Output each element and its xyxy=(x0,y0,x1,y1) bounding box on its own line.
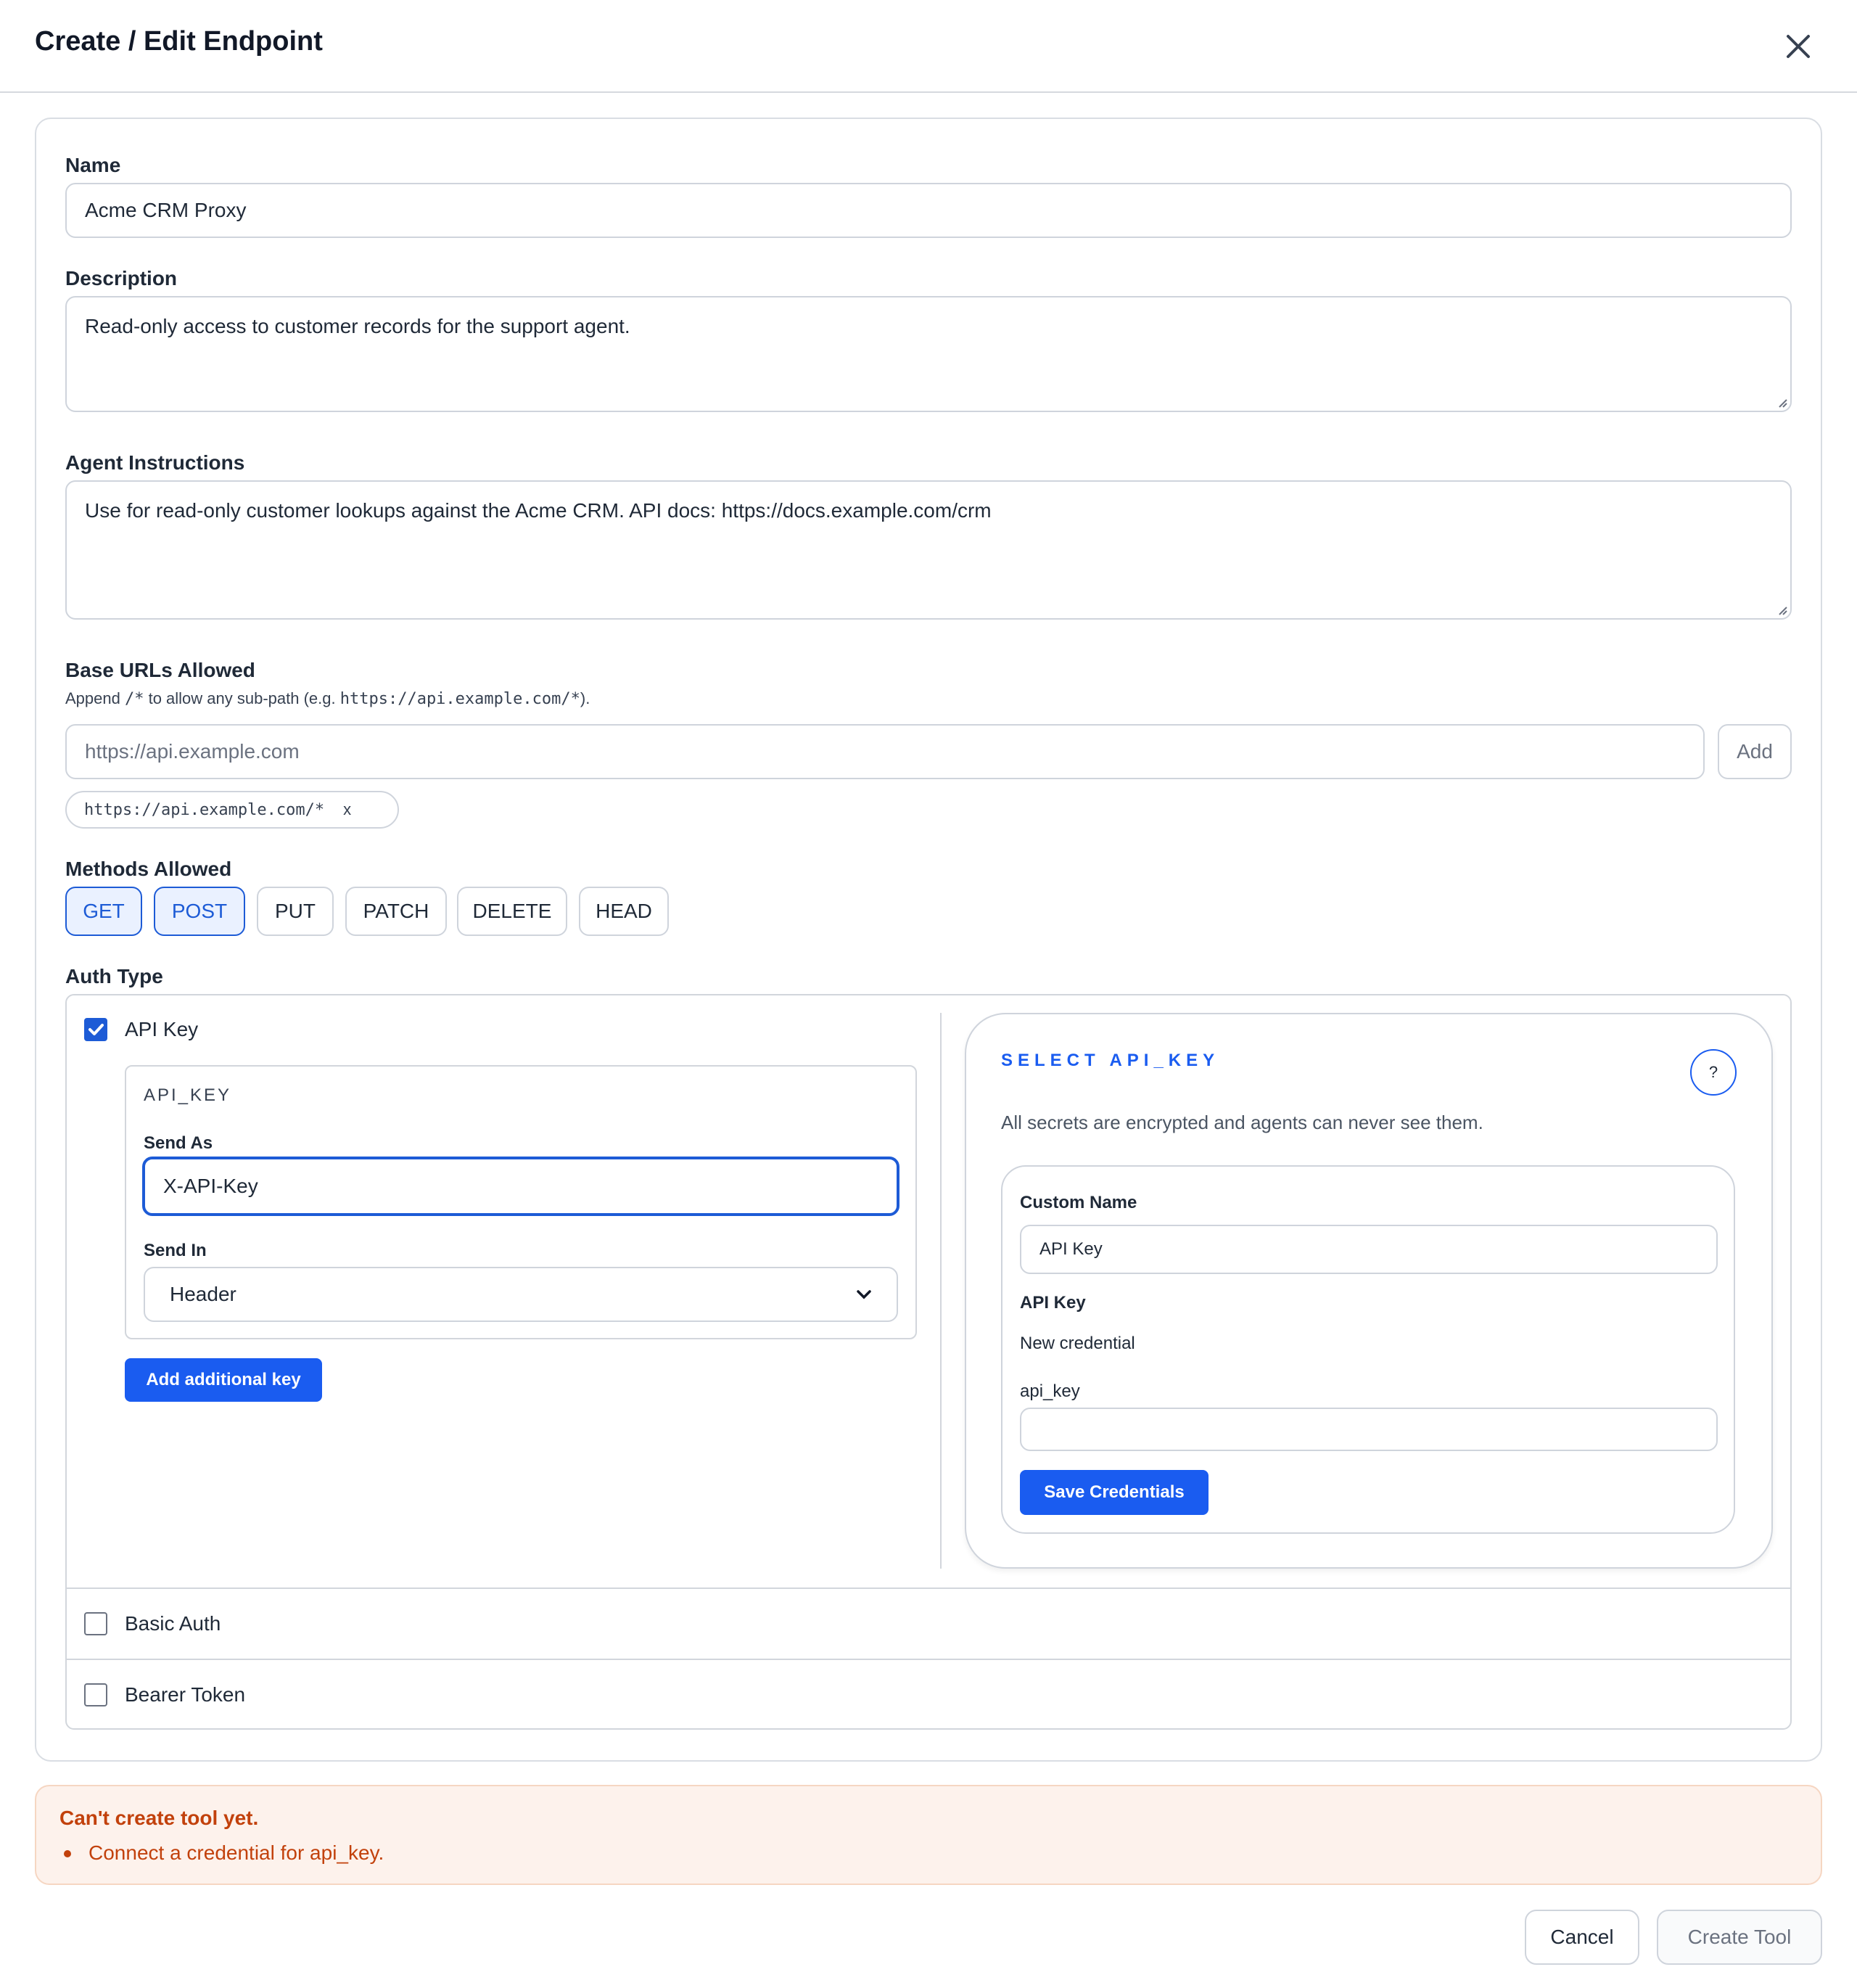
add-url-button[interactable]: Add xyxy=(1718,724,1792,779)
panel-subtitle: All secrets are encrypted and agents can never see them. xyxy=(1001,1112,1483,1133)
dialog-title: Create / Edit Endpoint xyxy=(35,26,323,57)
basic-auth-option-label: Basic Auth xyxy=(125,1612,221,1635)
resize-grip-icon[interactable] xyxy=(1776,604,1787,615)
api-key-option-label: API Key xyxy=(125,1018,199,1040)
send-in-label: Send In xyxy=(144,1241,207,1260)
base-urls-label: Base URLs Allowed xyxy=(65,659,255,681)
api-key-checkbox[interactable] xyxy=(84,1018,107,1041)
basic-auth-checkbox[interactable] xyxy=(84,1612,107,1635)
description-text: Read-only access to customer records for the support agent. xyxy=(85,315,630,337)
methods-label: Methods Allowed xyxy=(65,858,232,880)
chevron-down-icon xyxy=(856,1289,872,1300)
help-icon[interactable]: ? xyxy=(1690,1049,1737,1096)
credential-heading: API Key xyxy=(1020,1293,1086,1313)
instructions-label: Agent Instructions xyxy=(65,451,245,474)
method-delete-button[interactable]: DELETE xyxy=(457,887,567,936)
base-url-placeholder: https://api.example.com xyxy=(85,740,300,763)
credential-status: New credential xyxy=(1020,1334,1135,1353)
validation-alert xyxy=(35,1785,1822,1885)
auth-option-divider xyxy=(67,1659,1790,1660)
method-head-button[interactable]: HEAD xyxy=(579,887,669,936)
url-chip-value: https://api.example.com/* xyxy=(84,800,325,819)
method-post-button[interactable]: POST xyxy=(154,887,245,936)
base-urls-help xyxy=(65,689,590,708)
api-key-field-label: api_key xyxy=(1020,1381,1080,1401)
bearer-token-checkbox[interactable] xyxy=(84,1683,107,1706)
remove-chip-button[interactable]: x xyxy=(343,800,352,818)
method-patch-button[interactable]: PATCH xyxy=(345,887,447,936)
panel-title: SELECT API_KEY xyxy=(1001,1051,1220,1070)
base-url-input[interactable] xyxy=(65,724,1705,779)
help-middle: to allow any sub-path (e.g. xyxy=(144,689,340,707)
custom-name-input[interactable]: API Key xyxy=(1020,1225,1718,1274)
send-in-value: Header xyxy=(170,1283,236,1305)
alert-item: Connect a credential for api_key. xyxy=(88,1841,384,1864)
help-prefix: Append xyxy=(65,689,125,707)
api-key-secret-input[interactable] xyxy=(1020,1408,1718,1451)
method-put-button[interactable]: PUT xyxy=(257,887,334,936)
api-key-section-title: API_KEY xyxy=(144,1085,232,1105)
instructions-text: Use for read-only customer lookups against the Acme CRM. API docs: https://docs.example.com/crm xyxy=(85,499,992,522)
add-additional-key-button[interactable]: Add additional key xyxy=(125,1358,322,1402)
name-input[interactable]: Acme CRM Proxy xyxy=(65,183,1792,238)
alert-title: Can't create tool yet. xyxy=(59,1807,259,1829)
bearer-token-option-label: Bearer Token xyxy=(125,1683,246,1706)
instructions-textarea[interactable] xyxy=(65,480,1792,620)
method-get-button[interactable]: GET xyxy=(65,887,142,936)
help-suffix: ). xyxy=(580,689,590,707)
checkmark-icon xyxy=(86,1019,106,1040)
auth-type-label: Auth Type xyxy=(65,965,163,987)
resize-grip-icon[interactable] xyxy=(1776,396,1787,408)
send-as-input[interactable]: X-API-Key xyxy=(142,1157,899,1216)
auth-option-divider xyxy=(67,1587,1790,1589)
description-textarea[interactable] xyxy=(65,296,1792,412)
description-label: Description xyxy=(65,267,178,289)
send-as-label: Send As xyxy=(144,1133,213,1153)
bullet-icon xyxy=(64,1850,71,1857)
help-code-example: https://api.example.com/* xyxy=(339,690,580,708)
name-label: Name xyxy=(65,154,121,176)
url-chip xyxy=(65,791,399,829)
dialog-header xyxy=(0,0,1857,93)
custom-name-label: Custom Name xyxy=(1020,1193,1137,1212)
close-icon[interactable] xyxy=(1781,29,1816,64)
cancel-button[interactable]: Cancel xyxy=(1525,1910,1639,1965)
help-code-wildcard: /* xyxy=(124,690,144,708)
save-credentials-button[interactable]: Save Credentials xyxy=(1020,1470,1209,1515)
create-tool-button[interactable]: Create Tool xyxy=(1657,1910,1822,1965)
column-divider xyxy=(940,1013,942,1569)
send-in-select[interactable] xyxy=(144,1267,898,1322)
